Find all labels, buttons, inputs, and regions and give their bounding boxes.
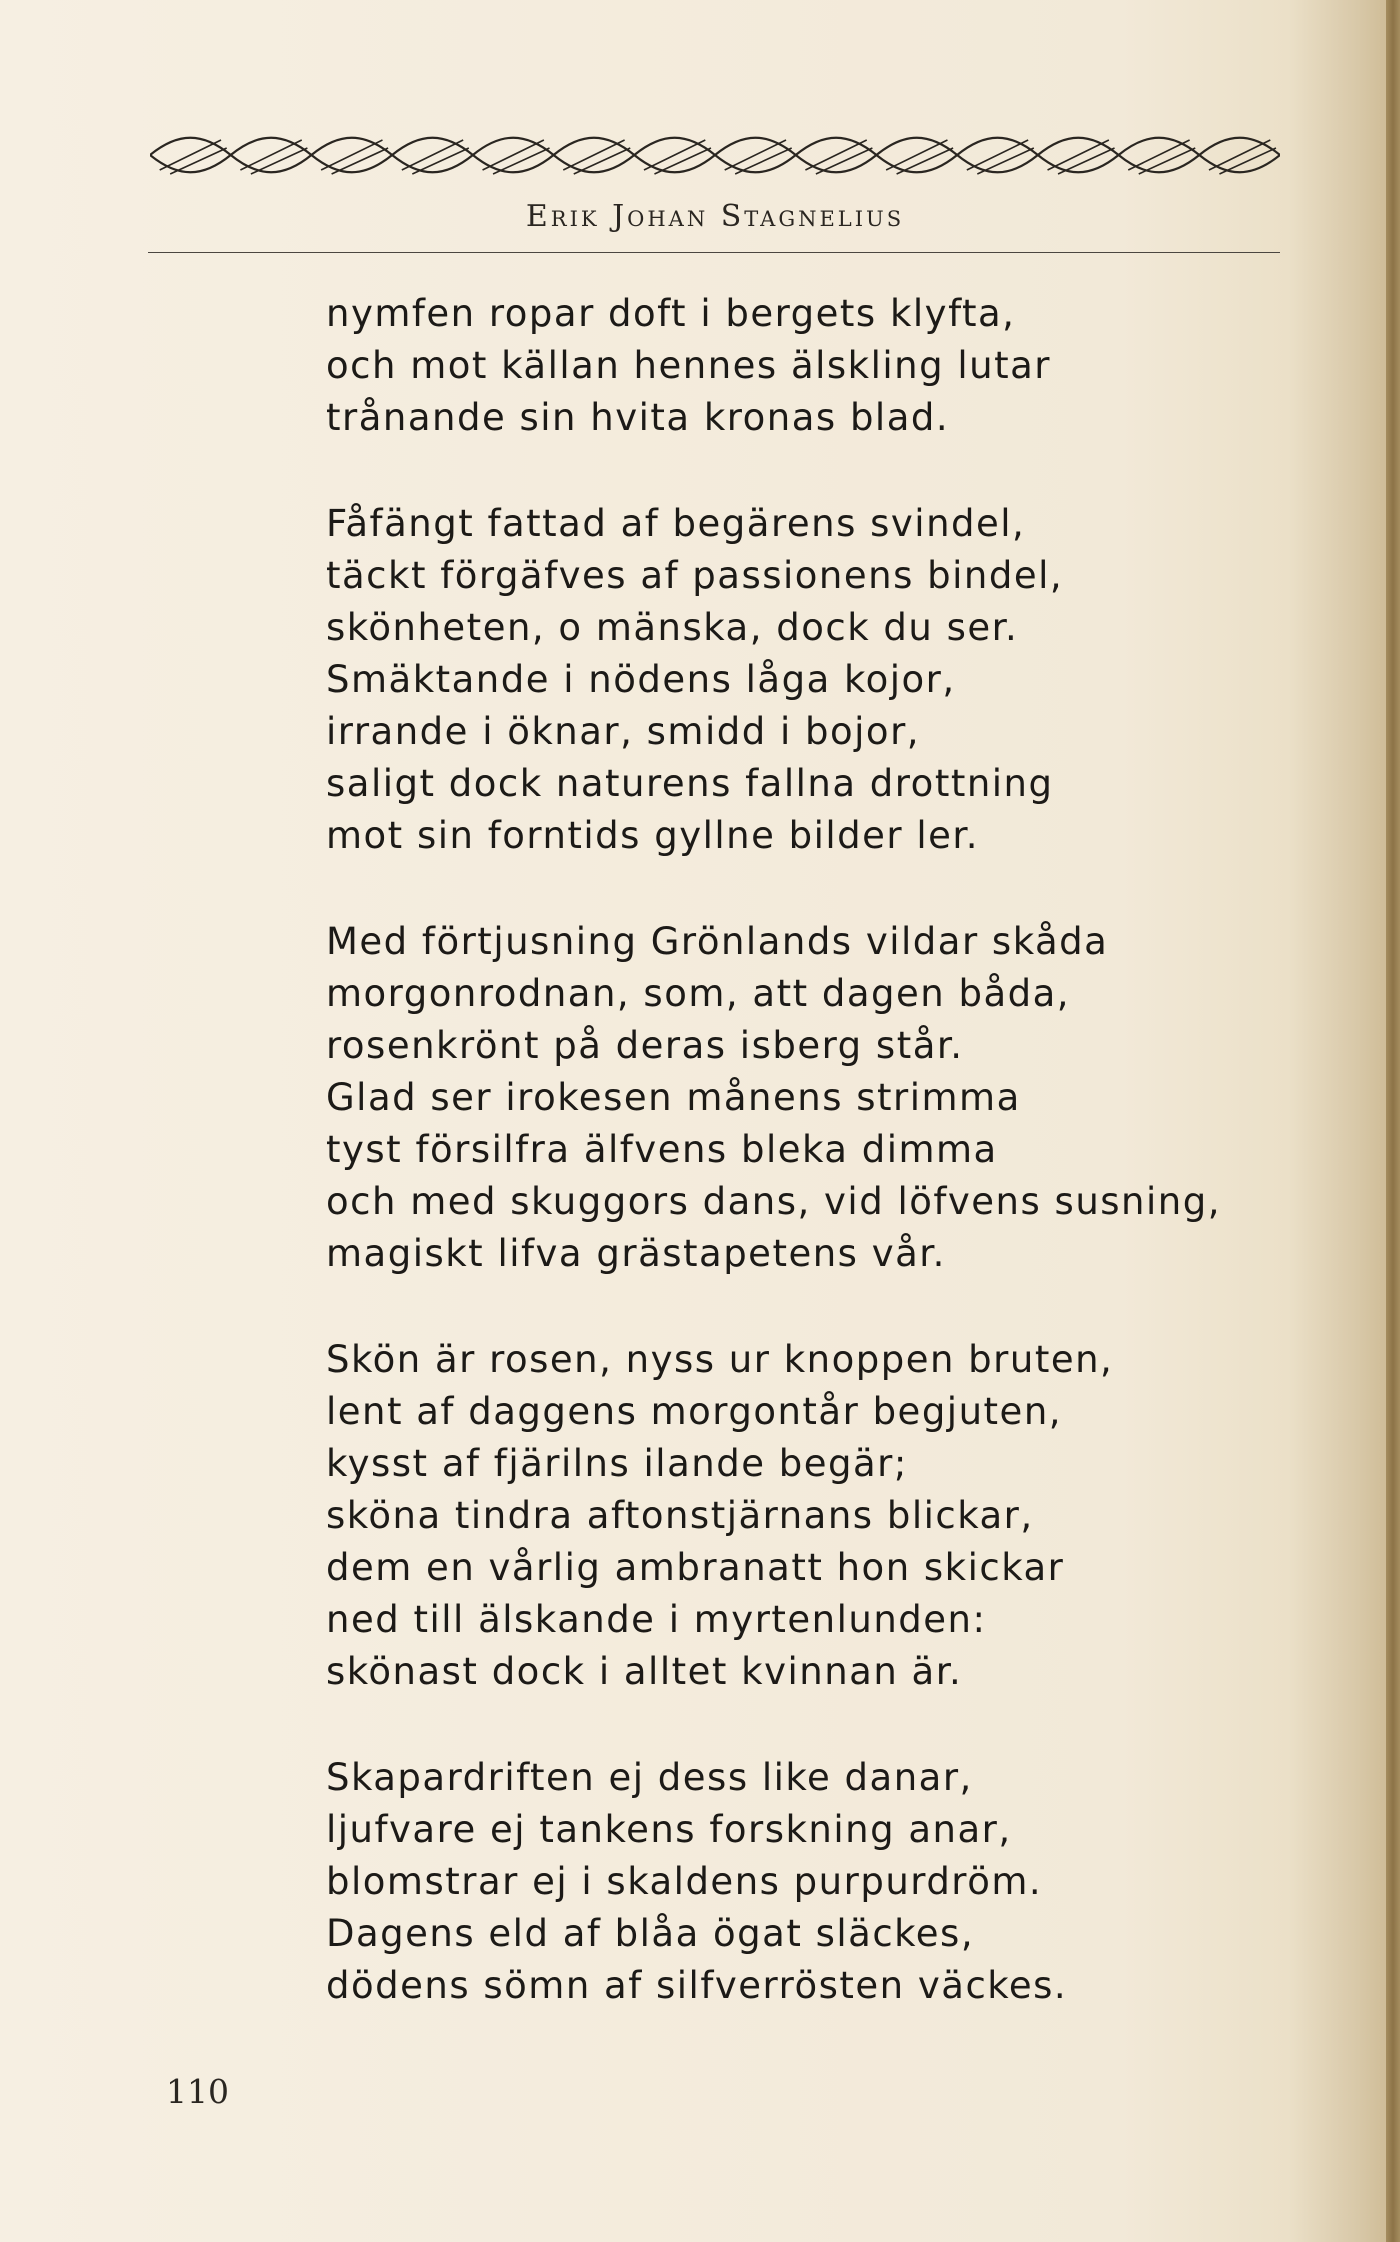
poem-line: Skön är rosen, nyss ur knoppen bruten, [326, 1338, 1114, 1381]
poem-line: ned till älskande i myrtenlunden: [326, 1598, 987, 1641]
poem-line: nymfen ropar doft i bergets klyfta, [326, 292, 1016, 335]
page-edge [1386, 0, 1400, 2242]
poem-line: Dagens eld af blåa ögat släckes, [326, 1912, 975, 1955]
poem-text [326, 288, 1226, 2066]
poem-line: täckt förgäfves af passionens bindel, [326, 554, 1064, 597]
poem-line: magiskt lifva grästapetens vår. [326, 1232, 946, 1275]
poem-line: Smäktande i nödens låga kojor, [326, 658, 956, 701]
stanza [326, 498, 1226, 862]
poem-line: kysst af fjärilns ilande begär; [326, 1442, 908, 1485]
poem-line: Glad ser irokesen månens strimma [326, 1076, 1021, 1119]
poem-line: rosenkrönt på deras isberg står. [326, 1024, 964, 1067]
poem-line: och mot källan hennes älskling lutar [326, 344, 1051, 387]
poem-line: och med skuggors dans, vid löfvens susning, [326, 1180, 1221, 1223]
braided-knot-ornament-icon [150, 130, 1280, 180]
stanza [326, 916, 1226, 1280]
poem-line: trånande sin hvita kronas blad. [326, 396, 950, 439]
header-rule [148, 252, 1280, 253]
poem-line: dödens sömn af silfverrösten väckes. [326, 1964, 1068, 2007]
running-head: Erik Johan Stagnelius [525, 199, 905, 234]
page-number: 110 [166, 2072, 229, 2111]
poem-line: skönheten, o mänska, dock du ser. [326, 606, 1019, 649]
poem-line: Skapardriften ej dess like danar, [326, 1756, 973, 1799]
poem-line: tyst försilfra älfvens bleka dimma [326, 1128, 998, 1171]
poem-line: dem en vårlig ambranatt hon skickar [326, 1546, 1065, 1589]
poem-line: blomstrar ej i skaldens purpurdröm. [326, 1860, 1043, 1903]
poem-line: morgonrodnan, som, att dagen båda, [326, 972, 1071, 1015]
poem-line: Fåfängt fattad af begärens svindel, [326, 502, 1026, 545]
stanza [326, 288, 1226, 444]
poem-line: ljufvare ej tankens forskning anar, [326, 1808, 1012, 1851]
poem-line: lent af daggens morgontår begjuten, [326, 1390, 1063, 1433]
poem-line: saligt dock naturens fallna drottning [326, 762, 1054, 805]
stanza [326, 1334, 1226, 1698]
poem-line: mot sin forntids gyllne bilder ler. [326, 814, 980, 857]
poem-line: irrande i öknar, smidd i bojor, [326, 710, 921, 753]
poem-line: skönast dock i alltet kvinnan är. [326, 1650, 963, 1693]
stanza [326, 1752, 1226, 2012]
poem-line: Med förtjusning Grönlands vildar skåda [326, 920, 1109, 963]
poem-line: sköna tindra aftonstjärnans blickar, [326, 1494, 1034, 1537]
